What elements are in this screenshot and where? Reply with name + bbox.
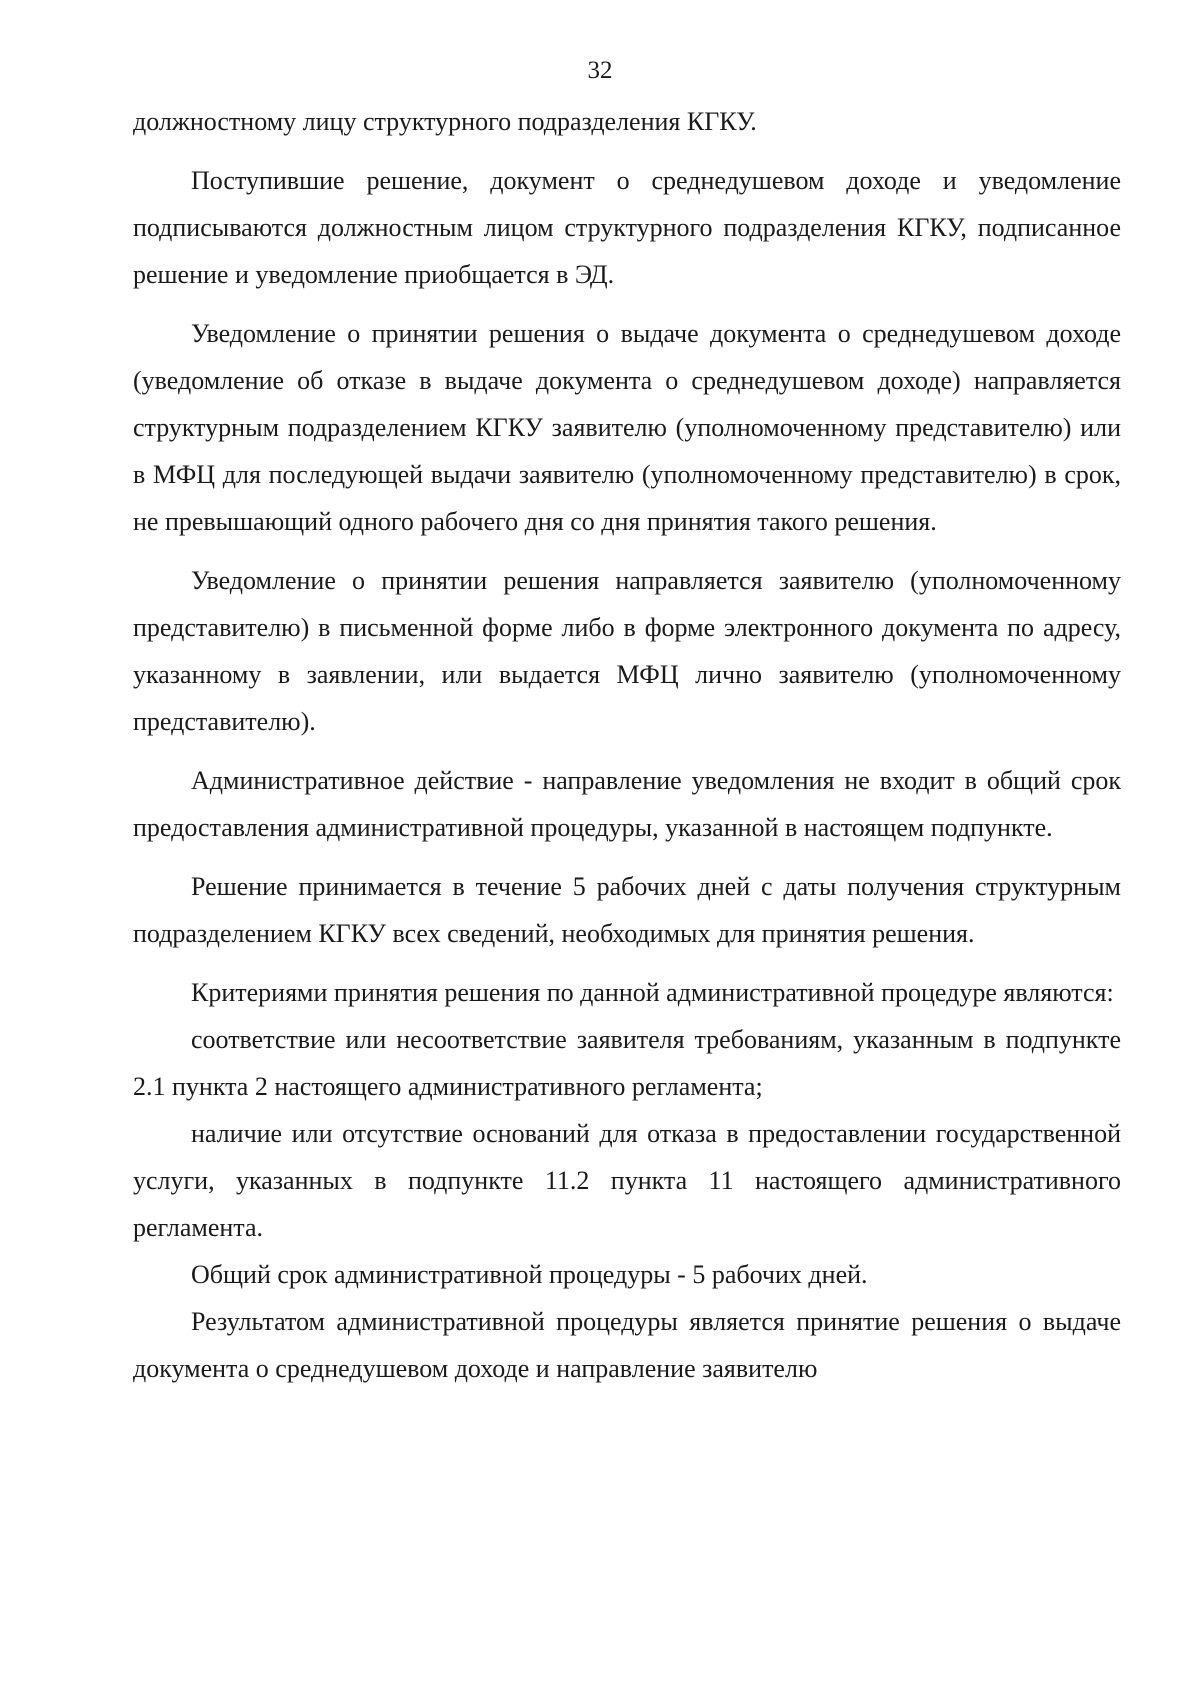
- paragraph: наличие или отсутствие оснований для отказа в предоставлении государственной услуги, указанных в подпункте 11.2 пункта 11 настоящего административного регламента.: [133, 1119, 1121, 1242]
- page-number: 32: [587, 57, 613, 84]
- paragraph: соответствие или несоответствие заявителя требованиям, указанным в подпункте 2.1 пункта 2 настоящего административного регламента;: [133, 1025, 1121, 1101]
- document-body: [133, 98, 1121, 1392]
- paragraph: Уведомление о принятии решения о выдаче документа о среднедушевом доходе (уведомление об отказе в выдаче документа о среднедушевом доходе) направляется структурным подразделением КГКУ заявителю (уполномоченному представителю) или в МФЦ для последующей выдачи заявителю (уполномоченному представителю) в срок, не превышающий одного рабочего дня со дня принятия такого решения.: [133, 319, 1121, 536]
- paragraph: Уведомление о принятии решения направляется заявителю (уполномоченному представителю) в письменной форме либо в форме электронного документа по адресу, указанному в заявлении, или выдается МФЦ лично заявителю (уполномоченному представителю).: [133, 566, 1121, 736]
- paragraph: Решение принимается в течение 5 рабочих дней с даты получения структурным подразделением КГКУ всех сведений, необходимых для принятия решения.: [133, 872, 1121, 948]
- paragraph: Поступившие решение, документ о среднедушевом доходе и уведомление подписываются должностным лицом структурного подразделения КГКУ, подписанное решение и уведомление приобщается в ЭД.: [133, 166, 1121, 289]
- paragraph-continuation: должностному лицу структурного подразделения КГКУ.: [133, 107, 757, 136]
- paragraph: Административное действие - направление уведомления не входит в общий срок предоставления административной процедуры, указанной в настоящем подпункте.: [133, 766, 1121, 842]
- paragraph: Общий срок административной процедуры - 5 рабочих дней.: [191, 1260, 868, 1289]
- paragraph: Результатом административной процедуры является принятие решения о выдаче документа о среднедушевом доходе и направление заявителю: [133, 1307, 1121, 1383]
- paragraph: Критериями принятия решения по данной административной процедуре являются:: [191, 978, 1114, 1007]
